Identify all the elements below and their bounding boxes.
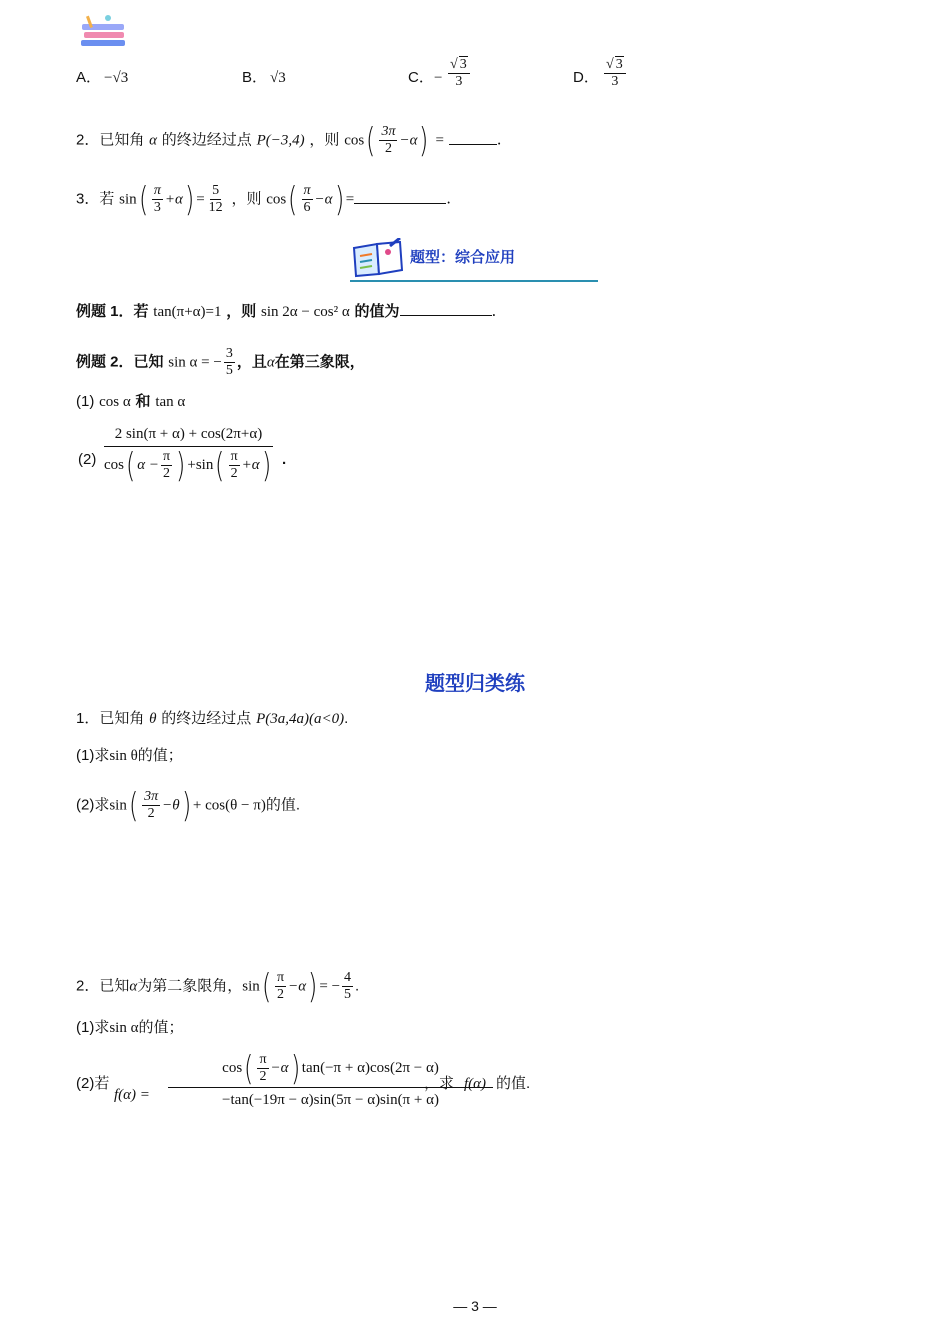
ex2-label: 例题 2．已知 <box>76 353 164 371</box>
p2-end: . <box>355 977 360 995</box>
option-a-label: A． <box>76 69 102 86</box>
p2-prefix: 2．已知 <box>76 977 130 995</box>
p2-minus-alpha: −α <box>288 978 307 995</box>
q1-options-row <box>76 57 676 108</box>
q2-tail: −α <box>399 132 418 149</box>
question-2: 2．已知角 α 的终边经过点 P(−3,4) ，则 cos( $\frac{3\pi}{2}$ −α) = . <box>76 120 502 161</box>
question-3: 3．若 sin( $\frac{\pi}{3}$ +α) = $\frac{5}{12}$ ，则 cos( $\frac{\pi}{6}$ −α) = . <box>76 179 452 220</box>
q3-eq: = <box>196 191 205 208</box>
ex2-p1-expr: cos α <box>99 394 131 410</box>
p1-2-plus: + cos(θ − π) <box>192 797 266 814</box>
q2-answer-blank[interactable] <box>449 130 497 145</box>
q2-alpha: α <box>149 132 157 149</box>
ex1-expr2: sin 2α − cos² α <box>261 304 350 320</box>
practice-2-part-2 <box>76 1048 596 1122</box>
ex1-answer-blank[interactable] <box>400 301 492 316</box>
p2-2-denominator: −tan(−19π − α)sin(5π − α)sin(π + α) <box>222 1092 439 1108</box>
q2-cos: cos <box>344 132 365 149</box>
option-b-value: √3 <box>270 70 286 86</box>
p1-prefix: 1．已知角 <box>76 710 145 727</box>
example-1: 例题 1．若 tan(π+α)=1 ，则 sin 2α − cos² α 的值为 . <box>76 302 497 320</box>
q2-eq: = <box>435 132 444 149</box>
example-2-part-1 <box>76 391 185 412</box>
q3-fraction-1: $\frac{\pi}{3}$ <box>153 183 161 215</box>
option-d-label: D． <box>573 69 599 86</box>
option-a-value: −√3 <box>104 70 129 86</box>
p1-point: P(3a,4a)(a<0) <box>256 711 345 727</box>
ex2-p2-end: . <box>282 451 287 468</box>
q2-point: P(−3,4) <box>256 132 305 149</box>
ex2-p1-and: 和 <box>135 393 151 410</box>
books-stack-icon <box>78 10 128 50</box>
option-c-fraction: $\frac{√ 3}{3}$ <box>448 56 470 90</box>
ex2-p1-label: (1) <box>76 393 95 410</box>
p2-2-f: f(α) = <box>114 1087 150 1103</box>
q3-fraction-2: $\frac{\pi}{6}$ <box>303 183 311 215</box>
example-2 <box>76 346 365 379</box>
ex1-label: 例题 1．若 <box>76 303 149 320</box>
p1-theta: θ <box>149 711 157 727</box>
q3-answer-blank[interactable] <box>354 189 446 204</box>
p1-2-minus-theta: −θ <box>162 797 180 814</box>
q3-plus-alpha: +α <box>164 191 183 208</box>
option-d-fraction: $\frac{√ 3}{3}$ <box>604 56 626 90</box>
q3-sin: sin <box>119 191 137 208</box>
q2-then: ，则 <box>309 131 340 149</box>
p1-2-tail: 的值. <box>265 796 300 814</box>
practice-1 <box>76 708 348 729</box>
ex2-p2-numerator: 2 sin(π + α) + cos(2π+α) <box>104 424 273 447</box>
p2-2-numerator: cos( $\frac{\pi}{2}$ −α) tan(−π + α)cos(2π − α) <box>168 1052 493 1088</box>
ex2-tail: ，且 <box>236 353 267 371</box>
p2-2-tail: ，求 <box>424 1075 455 1092</box>
page-number: — 3 — <box>453 1298 497 1314</box>
option-c-label: C． <box>408 69 434 86</box>
open-book-icon <box>350 238 408 278</box>
ex1-then: ，则 <box>226 303 257 320</box>
p2-fraction: $\frac{\pi}{2}$ <box>277 970 285 1002</box>
q2-fraction: $\frac{3\pi}{2}$ <box>381 124 396 156</box>
practice-2-part-1 <box>76 1017 183 1038</box>
practice-2: 2．已知α为第二象限角，sin( $\frac{\pi}{2}$ −α) = − $\frac{4}{5}$ . <box>76 966 360 1007</box>
option-c-sign: − <box>434 70 443 86</box>
ex2-alpha: α <box>266 354 275 371</box>
practice-1-part-1 <box>76 745 183 766</box>
practice-heading: 题型归类练 <box>425 673 525 695</box>
q3-eq2: = <box>345 191 355 208</box>
p2-value-fraction: $\frac{4}{5}$ <box>344 970 352 1002</box>
p1-2-fraction: $\frac{3\pi}{2}$ <box>144 789 159 821</box>
q3-minus-alpha: −α <box>314 191 333 208</box>
p2-mid: 为第二象限角， <box>137 977 243 995</box>
p1-1-tail: 的值； <box>137 747 183 764</box>
p1-1-expr: sin θ <box>109 748 138 764</box>
ex2-p2-fraction <box>104 424 273 486</box>
q3-value-fraction: $\frac{5}{12}$ <box>208 183 223 215</box>
p2-1-label: (1)求 <box>76 1019 110 1036</box>
section-title: 题型：综合应用 <box>410 249 516 266</box>
p2-sin: sin <box>242 978 260 995</box>
p1-mid: 的终边经过点 <box>161 710 252 727</box>
q2-prefix: 2．已知角 <box>76 131 145 149</box>
p2-2-label: (2)若 <box>76 1075 110 1092</box>
practice-1-part-2: (2)求sin( $\frac{3\pi}{2}$ −θ) + cos(θ − π)的值. <box>76 785 300 826</box>
p2-1-expr: sin α <box>109 1020 139 1036</box>
ex1-expr: tan(π+α)=1 <box>153 304 222 320</box>
ex2-sin-alpha: sin α = − <box>168 354 222 371</box>
p1-1-label: (1)求 <box>76 747 110 764</box>
q3-then: ，则 <box>231 190 262 208</box>
ex1-tail: 的值为 <box>354 303 400 320</box>
ex2-p1-expr2: tan α <box>155 394 186 410</box>
section-banner <box>350 234 598 284</box>
q2-mid: 的终边经过点 <box>161 131 252 149</box>
option-b-label: B． <box>242 69 268 86</box>
ex2-fraction: $\frac{3}{5}$ <box>225 346 233 378</box>
p2-1-tail: 的值； <box>138 1019 184 1036</box>
p2-eq: = − <box>319 978 341 995</box>
ex2-tail2: 在第三象限， <box>274 353 365 371</box>
q3-cos: cos <box>266 191 287 208</box>
ex2-p2-label: (2) <box>78 451 97 468</box>
ex2-p2-denominator: cos( α − $\frac{\pi}{2}$ ) +sin( $\frac{\pi}{2}$ +α) <box>104 445 271 486</box>
p1-2-label: (2)求 <box>76 796 110 814</box>
section-underline <box>350 280 598 282</box>
p2-2-f2: f(α) <box>464 1076 487 1092</box>
p1-2-sin: sin <box>109 797 127 814</box>
q3-prefix: 3．若 <box>76 190 115 208</box>
p2-2-tail2: 的值. <box>496 1075 531 1092</box>
p1-end: . <box>344 710 349 727</box>
p2-alpha: α <box>129 978 138 995</box>
